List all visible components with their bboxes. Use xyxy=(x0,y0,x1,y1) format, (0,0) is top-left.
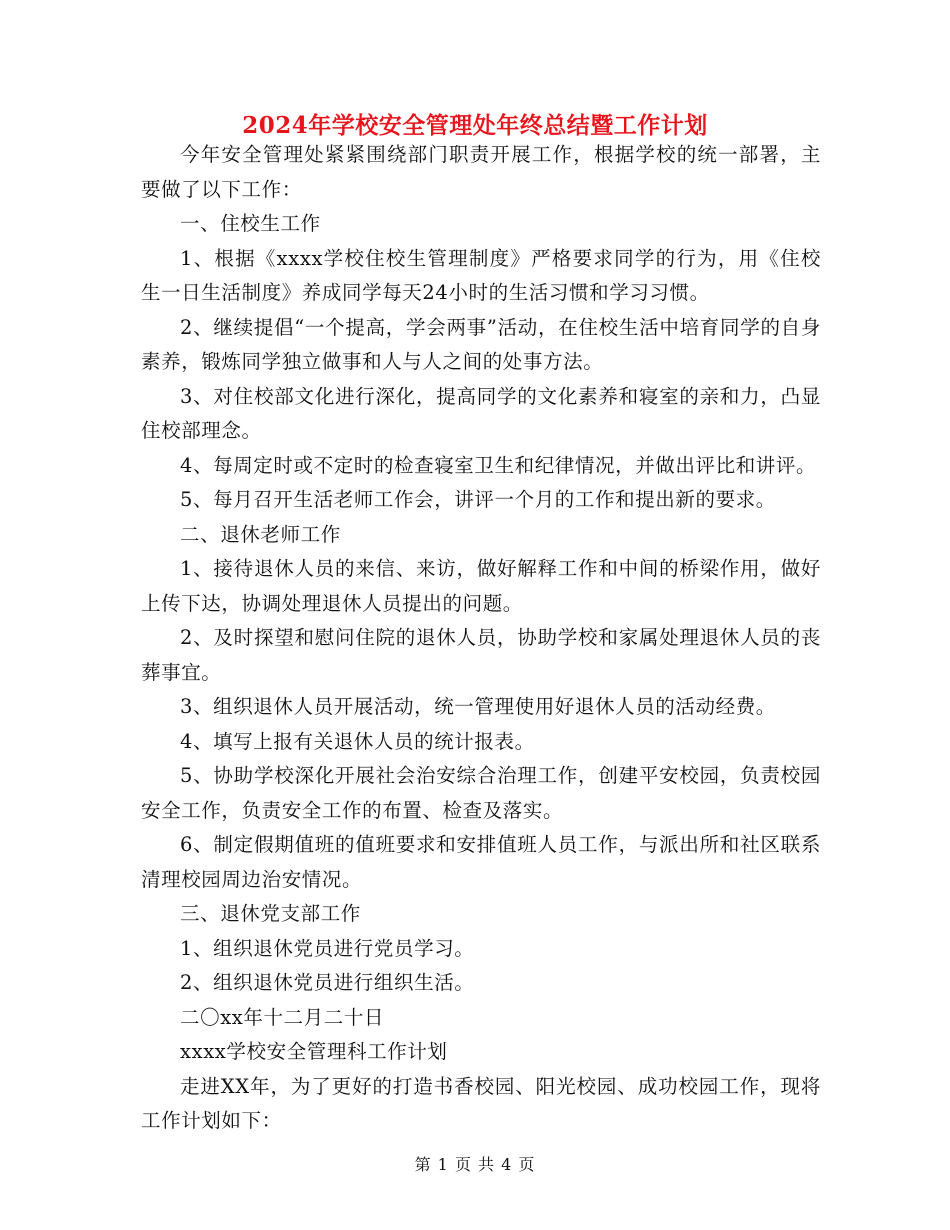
document-title: 2024年学校安全管理处年终总结暨工作计划 xyxy=(242,112,708,139)
list-item: 5、每月召开生活老师工作会，讲评一个月的工作和提出新的要求。 xyxy=(180,488,776,511)
list-item: 1、组织退休党员进行党员学习。 xyxy=(180,936,475,960)
list-item: 1、接待退休人员的来信、来访，做好解释工作和中间的桥梁作用，做好上传下达，协调处理退休人员提出的问题。 xyxy=(141,557,821,615)
plan-intro-paragraph: 走进XX年，为了更好的打造书香校园、阳光校园、成功校园工作，现将工作计划如下： xyxy=(141,1074,821,1132)
list-item: 1、根据《xxxx学校住校生管理制度》严格要求同学的行为，用《住校生一日生活制度》养成同学每天24小时的生活习惯和学习习惯。 xyxy=(141,246,821,304)
intro-paragraph: 今年安全管理处紧紧围绕部门职责开展工作，根据学校的统一部署，主要做了以下工作： xyxy=(141,143,821,201)
section-heading-party-branch: 三、退休党支部工作 xyxy=(180,902,361,925)
document-body xyxy=(141,138,821,1139)
page-footer: 第 1 页 共 4 页 xyxy=(414,1155,536,1174)
section-heading-retirees: 二、退休老师工作 xyxy=(180,522,341,546)
plan-heading: xxxx学校安全管理科工作计划 xyxy=(180,1040,448,1063)
section-heading-boarding: 一、住校生工作 xyxy=(180,212,321,235)
list-item: 3、对住校部文化进行深化，提高同学的文化素养和寝室的亲和力，凸显住校部理念。 xyxy=(141,384,821,442)
list-item: 4、每周定时或不定时的检查寝室卫生和纪律情况，并做出评比和讲评。 xyxy=(180,453,817,477)
list-item: 6、制定假期值班的值班要求和安排值班人员工作，与派出所和社区联系清理校园周边治安情况。 xyxy=(141,833,821,891)
list-item: 2、继续提倡“一个提高，学会两事”活动，在住校生活中培育同学的自身素养，锻炼同学独立做事和人与人之间的处事方法。 xyxy=(141,315,821,373)
list-item: 2、及时探望和慰问住院的退休人员，协助学校和家属处理退休人员的丧葬事宜。 xyxy=(141,626,821,684)
list-item: 5、协助学校深化开展社会治安综合治理工作，创建平安校园，负责校园安全工作，负责安全工作的布置、检查及落实。 xyxy=(141,764,821,822)
list-item: 4、填写上报有关退休人员的统计报表。 xyxy=(180,729,535,753)
list-item: 2、组织退休党员进行组织生活。 xyxy=(180,971,475,994)
date-line: 二〇xx年十二月二十日 xyxy=(180,1005,385,1029)
list-item: 3、组织退休人员开展活动，统一管理使用好退休人员的活动经费。 xyxy=(180,695,776,718)
